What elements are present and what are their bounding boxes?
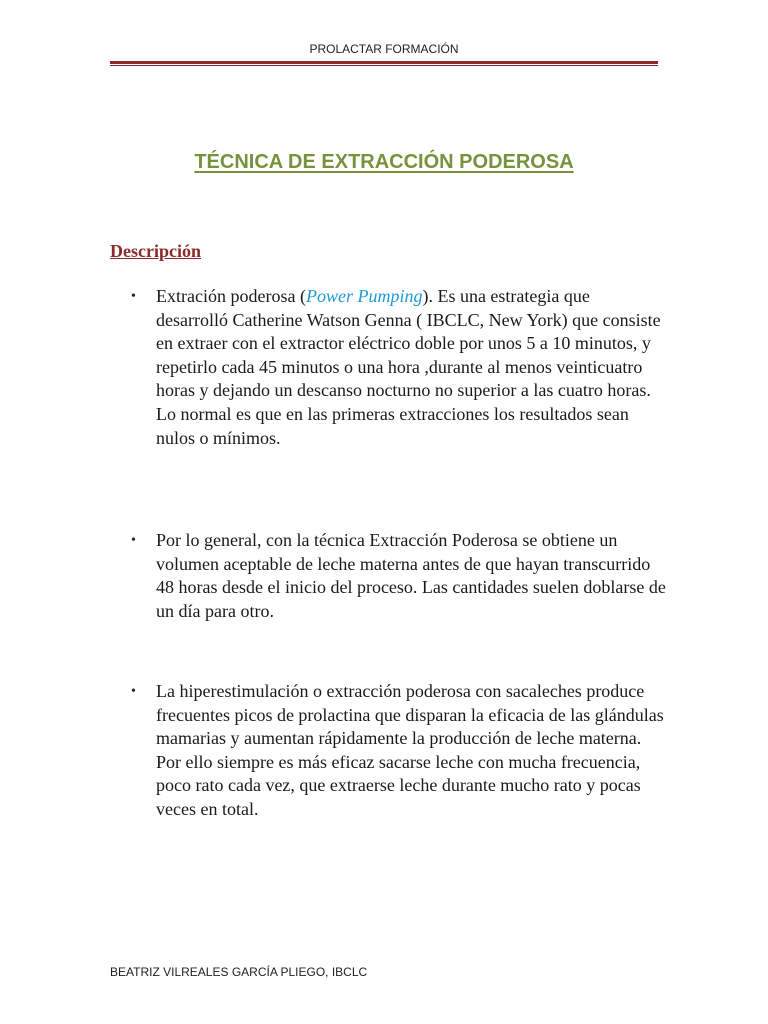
- page-header: PROLACTAR FORMACIÓN: [309, 42, 459, 56]
- bullet-text-post: ). Es una estrategia que desarrolló Catherine Watson Genna ( IBCLC, New York) que consiste en extraer con el extractor eléctrico doble por unos 5 a 10 minutos, y repetirlo cada 45 minutos o una hora ,durante al menos veinticuatro horas y dejando un descanso nocturno no superior a las cuatro horas. Lo normal es que en las primeras extracciones los resultados sean nulos o mínimos.: [156, 286, 661, 448]
- document-title: TÉCNICA DE EXTRACCIÓN PODEROSA: [194, 151, 574, 173]
- bullet-power-pumping: [156, 285, 666, 450]
- header-divider: [110, 61, 658, 66]
- section-heading-descripcion: Descripción: [110, 241, 201, 261]
- bullet-hiperestimulacion: • La hiperestimulación o extracción poderosa con sacaleches produce frecuentes picos de prolactina que disparan la eficacia de las glándulas mamarias y aumentan rápidamente la producción de leche materna. Por ello siempre es más eficaz sacarse leche con mucha frecuencia, poco rato cada vez, que extraerse leche durante mucho rato y pocas veces en total.: [156, 680, 666, 822]
- power-pumping-term: Power Pumping: [305, 286, 423, 306]
- bullet-general: • Por lo general, con la técnica Extracción Poderosa se obtiene un volumen aceptable de leche materna antes de que hayan transcurrido 48 horas desde el inicio del proceso. Las cantidades suelen doblarse de un día para otro.: [156, 529, 666, 623]
- page-footer: BEATRIZ VILREALES GARCÍA PLIEGO, IBCLC: [110, 965, 368, 979]
- bullet-text-pre: Extración poderosa (: [156, 286, 306, 306]
